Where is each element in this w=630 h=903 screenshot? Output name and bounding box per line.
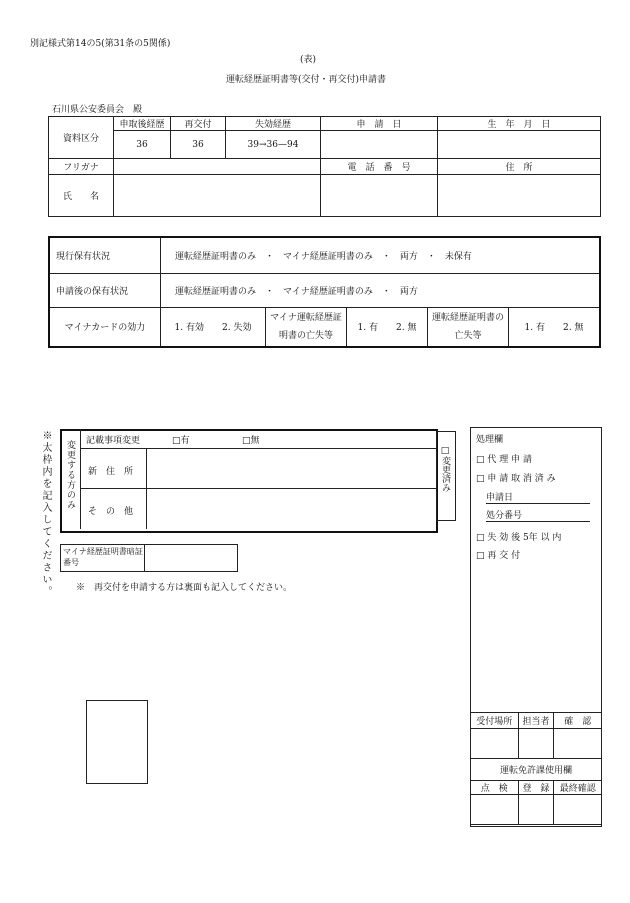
left-note: ※太枠内を記入してください。 [40, 430, 51, 598]
final-label: 最終確認 [554, 781, 602, 795]
addressee: 石川県公安委員会 殿 [52, 105, 143, 115]
proxy-checkbox[interactable]: □ 代 理 申 請 [476, 455, 532, 465]
page-title: 運転経歴証明書等(交付・再交付)申請書 [226, 75, 387, 85]
reissue-checkbox[interactable]: □ 再 交 付 [476, 551, 521, 561]
col-reissue: 再交付 [171, 117, 226, 131]
address-field[interactable] [438, 175, 601, 217]
myna-effect-options[interactable]: 1. 有効 2. 失効 [161, 307, 266, 347]
other-field[interactable] [150, 492, 432, 526]
divider [80, 488, 436, 489]
reception-field[interactable] [471, 729, 519, 759]
confirm-label: 確 認 [554, 713, 602, 729]
applicant-table [48, 116, 601, 217]
staff-label: 担当者 [518, 713, 554, 729]
divider [80, 429, 81, 529]
cert-lost-options[interactable]: 1. 有 2. 無 [509, 307, 601, 347]
other-label: そ の 他 [88, 507, 134, 517]
col-expired: 失効経歴 [226, 117, 321, 131]
val-expired[interactable]: 39→36—94 [226, 131, 321, 159]
cert-lost-label: 運転経歴証明書の亡失等 [428, 307, 509, 347]
pin-field[interactable] [146, 546, 234, 570]
disposal-no-line[interactable]: 処分番号 [486, 508, 590, 522]
changed-label: □変更済み [440, 446, 450, 492]
myna-effect-label: マイナカードの効力 [49, 307, 161, 347]
within5-checkbox[interactable]: □ 失 効 後 5年 以 内 [476, 533, 562, 543]
address-label: 住 所 [438, 159, 601, 175]
final-field[interactable] [554, 795, 602, 825]
val-cancel[interactable]: 36 [114, 131, 171, 159]
col-birthdate: 生 年 月 日 [438, 117, 601, 131]
val-reissue[interactable]: 36 [171, 131, 226, 159]
side-label: (表) [300, 55, 317, 65]
furigana-label: フリガナ [49, 159, 114, 175]
apply-date-line[interactable]: 申請日 [486, 490, 590, 504]
photo-box [86, 700, 148, 784]
reception-label: 受付場所 [471, 713, 519, 729]
status-table [48, 236, 601, 348]
myna-lost-options[interactable]: 1. 有 2. 無 [347, 307, 428, 347]
phone-label: 電 話 番 号 [321, 159, 438, 175]
name-field[interactable] [114, 175, 321, 217]
divider [144, 544, 145, 572]
phone-field[interactable] [321, 175, 438, 217]
current-status-options[interactable]: 運転経歴証明書のみ ・ マイナ経歴証明書のみ ・ 両方 ・ 未保有 [161, 237, 601, 273]
register-field[interactable] [518, 795, 554, 825]
pin-label: マイナ経歴証明書暗証番号 [63, 547, 143, 567]
staff-field[interactable] [518, 729, 554, 759]
reissue-note: ※ 再交付を申請する方は裏面も記入してください。 [76, 583, 293, 593]
processing-title: 処理欄 [476, 435, 504, 445]
col-cancel: 申取後経歴 [114, 117, 171, 131]
withdrawn-checkbox[interactable]: □ 申 請 取 消 済 み [476, 474, 556, 484]
name-label: 氏 名 [49, 175, 114, 217]
furigana-field[interactable] [114, 159, 321, 175]
register-label: 登 録 [518, 781, 554, 795]
current-status-label: 現行保有状況 [49, 237, 161, 273]
inspect-field[interactable] [471, 795, 519, 825]
new-address-label: 新 住 所 [88, 467, 134, 477]
category-label: 資料区分 [49, 117, 114, 159]
divider [146, 448, 147, 529]
after-status-label: 申請後の保有状況 [49, 273, 161, 307]
form-number: 別記様式第14の5(第31条の5関係) [30, 39, 171, 49]
new-address-field[interactable] [150, 452, 432, 486]
divider [80, 448, 436, 449]
reception-table [470, 712, 602, 825]
no-checkbox[interactable]: □無 [242, 436, 260, 446]
apply-date-field[interactable] [321, 131, 438, 159]
usage-section-title: 運転免許課使用欄 [471, 759, 602, 781]
after-status-options[interactable]: 運転経歴証明書のみ ・ マイナ経歴証明書のみ ・ 両方 [161, 273, 601, 307]
confirm-field[interactable] [554, 729, 602, 759]
yes-checkbox[interactable]: □有 [172, 436, 190, 446]
myna-lost-label: マイナ運転経歴証明書の亡失等 [266, 307, 347, 347]
item-change-label: 記載事項変更 [86, 436, 141, 446]
col-apply-date: 申 請 日 [321, 117, 438, 131]
birthdate-field[interactable] [438, 131, 601, 159]
change-vertical-label: 変更する方のみ [65, 440, 75, 510]
inspect-label: 点 検 [471, 781, 519, 795]
